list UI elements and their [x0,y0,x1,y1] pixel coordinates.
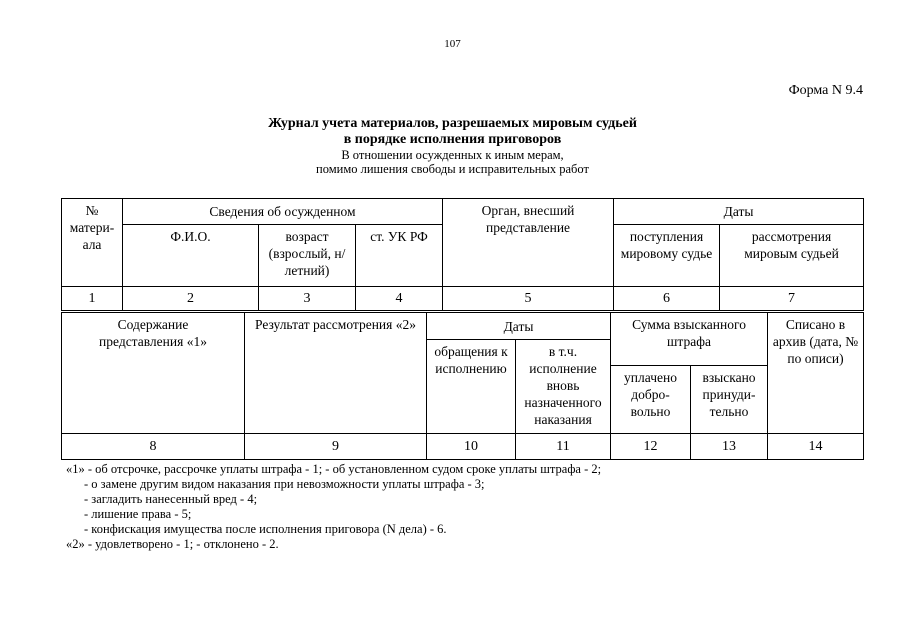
header-uk-article: ст. УК РФ [356,225,443,287]
header-submitting-organ: Орган, внесший представление [443,199,614,287]
header-fio: Ф.И.О. [123,225,259,287]
header-paid-voluntarily: уплачено добро-вольно [611,366,691,434]
page-number: 107 [444,38,461,50]
header-received-date: поступления мировому судье [614,225,720,287]
footnote-line: - о замене другим видом наказания при невозможности уплаты штрафа - 3; [84,477,485,491]
footnote-line: «2» - удовлетворено - 1; - отклонено - 2. [66,537,279,551]
column-number: 5 [443,287,614,311]
footnote-line: «1» - об отсрочке, рассрочке уплаты штрафа - 1; - об установленном судом сроке уплаты штрафа - 2; [66,462,602,476]
header-submission-content: Содержание представления «1» [62,313,245,434]
column-number: 6 [614,287,720,311]
subtitle-line-1: В отношении осужденных к иным мерам, [341,148,564,162]
header-reviewed-date: рассмотрения мировым судьей [720,225,864,287]
header-new-punishment-exec: в т.ч. исполнение вновь назначенного наказания [516,340,611,434]
header-dates-2: Даты [427,313,611,340]
header-archived: Списано в архив (дата, № по описи) [768,313,864,434]
column-number: 13 [691,434,768,460]
footnotes [66,462,601,552]
column-number: 14 [768,434,864,460]
journal-table-part-1 [61,198,864,311]
column-number: 10 [427,434,516,460]
subtitle-line-2: помимо лишения свободы и исправительных работ [316,162,589,176]
column-number: 4 [356,287,443,311]
column-number: 8 [62,434,245,460]
column-number: 7 [720,287,864,311]
form-label: Форма N 9.4 [788,83,863,98]
header-review-result: Результат рассмотрения «2» [245,313,427,434]
header-convict-info: Сведения об осужденном [123,199,443,225]
column-number: 9 [245,434,427,460]
footnote-line: - лишение права - 5; [84,507,192,521]
header-appeal-date: обращения к исполнению [427,340,516,434]
footnote-line: - конфискация имущества после исполнения приговора (N дела) - 6. [84,522,447,536]
title-line-1: Журнал учета материалов, разрешаемых мировым судьей [268,116,637,131]
footnote-line: - загладить нанесенный вред - 4; [84,492,258,506]
header-fine-amount: Сумма взысканного штрафа [611,313,768,366]
title-line-2: в порядке исполнения приговоров [343,132,562,147]
title-block [0,116,905,176]
header-age: возраст (взрослый, н/летний) [259,225,356,287]
column-number: 12 [611,434,691,460]
journal-table-part-2 [61,312,864,460]
column-number: 2 [123,287,259,311]
column-number: 1 [62,287,123,311]
column-number: 11 [516,434,611,460]
column-number: 3 [259,287,356,311]
header-material-number: № матери-ала [62,199,123,287]
header-collected-forcibly: взыскано принуди-тельно [691,366,768,434]
header-dates: Даты [614,199,864,225]
